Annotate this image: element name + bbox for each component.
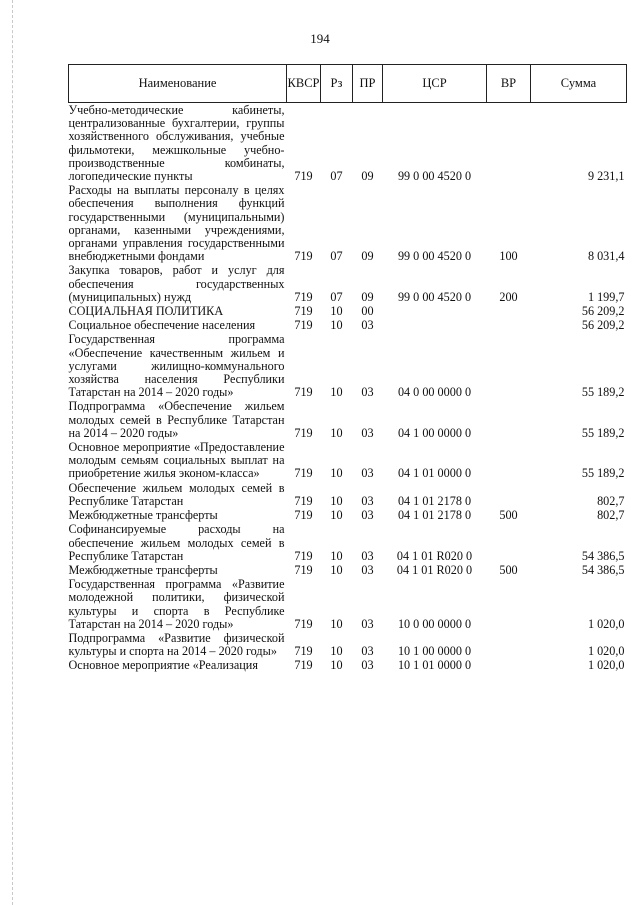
row-kvsr: 719 bbox=[294, 644, 313, 659]
row-vr bbox=[487, 103, 531, 184]
table-row bbox=[69, 440, 627, 481]
row-vr: 500 bbox=[499, 562, 518, 577]
table-row bbox=[69, 318, 627, 332]
row-sum: 56 209,2 bbox=[581, 318, 625, 333]
row-csr: 99 0 00 4520 0 bbox=[397, 289, 472, 304]
row-pr: 03 bbox=[361, 616, 374, 631]
row-vr: 100 bbox=[499, 249, 518, 264]
row-csr: 04 1 01 R020 0 bbox=[396, 548, 473, 563]
row-pr: 03 bbox=[361, 548, 374, 563]
row-kvsr: 719 bbox=[294, 425, 313, 440]
row-rz: 07 bbox=[330, 289, 343, 304]
row-csr bbox=[383, 304, 487, 318]
row-kvsr: 719 bbox=[294, 289, 313, 304]
row-name: Подпрограмма «Обеспечение жильем молодых семей в Республике Татарстан на 2014 – 2020 годы» bbox=[68, 399, 285, 440]
row-sum: 1 020,0 bbox=[587, 658, 625, 673]
row-vr bbox=[487, 440, 531, 481]
row-vr bbox=[487, 631, 531, 658]
row-kvsr: 719 bbox=[294, 249, 313, 264]
row-pr: 03 bbox=[361, 493, 374, 508]
row-kvsr: 719 bbox=[294, 508, 313, 523]
row-vr bbox=[487, 332, 531, 399]
row-csr: 04 1 01 R020 0 bbox=[396, 562, 473, 577]
table-body bbox=[69, 103, 627, 673]
row-rz: 10 bbox=[330, 508, 343, 523]
row-kvsr: 719 bbox=[294, 562, 313, 577]
table-row bbox=[69, 263, 627, 304]
row-rz: 07 bbox=[330, 249, 343, 264]
row-csr bbox=[383, 318, 487, 332]
row-name: Межбюджетные трансферты bbox=[68, 508, 218, 523]
row-kvsr: 719 bbox=[294, 169, 313, 184]
row-csr: 10 1 01 0000 0 bbox=[397, 658, 472, 673]
row-pr: 03 bbox=[361, 644, 374, 659]
row-name: Основное мероприятие «Реализация bbox=[68, 658, 258, 673]
row-kvsr: 719 bbox=[294, 304, 313, 319]
row-pr: 03 bbox=[361, 466, 374, 481]
row-name: Государственная программа «Развитие молодежной политики, физической культуры и спорта в Республике Татарстан на 2014 – 2020 годы» bbox=[68, 577, 285, 631]
row-rz: 10 bbox=[330, 304, 343, 319]
row-vr bbox=[487, 304, 531, 318]
row-sum: 9 231,1 bbox=[587, 169, 625, 184]
row-kvsr: 719 bbox=[294, 658, 313, 673]
row-pr: 03 bbox=[361, 508, 374, 523]
table-row bbox=[69, 658, 627, 672]
row-vr bbox=[487, 399, 531, 440]
row-csr: 10 1 00 0000 0 bbox=[397, 644, 472, 659]
row-name: Учебно-методические кабинеты, централизованные бухгалтерии, группы хозяйственного обслуживания, учебные фильмотеки, межшкольные учебно-производственные комбинаты, логопедические пункты bbox=[68, 103, 285, 184]
row-name: СОЦИАЛЬНАЯ ПОЛИТИКА bbox=[68, 304, 224, 319]
header-rz: Рз bbox=[321, 65, 353, 103]
row-sum: 1 020,0 bbox=[587, 644, 625, 659]
table-row bbox=[69, 577, 627, 631]
row-kvsr: 719 bbox=[294, 466, 313, 481]
row-name: Закупка товаров, работ и услуг для обеспечения государственных (муниципальных) нужд bbox=[68, 263, 285, 304]
row-rz: 10 bbox=[330, 425, 343, 440]
row-rz: 10 bbox=[330, 466, 343, 481]
row-sum: 54 386,5 bbox=[581, 548, 625, 563]
header-name: Наименование bbox=[69, 65, 287, 103]
row-name: Подпрограмма «Развитие физической культуры и спорта на 2014 – 2020 годы» bbox=[68, 630, 285, 659]
row-pr: 09 bbox=[361, 249, 374, 264]
row-csr: 04 1 01 0000 0 bbox=[397, 466, 472, 481]
row-sum: 1 020,0 bbox=[587, 616, 625, 631]
row-vr bbox=[487, 658, 531, 672]
row-csr: 99 0 00 4520 0 bbox=[397, 249, 472, 264]
row-kvsr: 719 bbox=[294, 318, 313, 333]
row-rz: 10 bbox=[330, 318, 343, 333]
row-pr: 00 bbox=[361, 304, 374, 319]
header-row bbox=[69, 65, 627, 103]
row-vr: 200 bbox=[499, 289, 518, 304]
row-pr: 03 bbox=[361, 318, 374, 333]
row-pr: 09 bbox=[361, 169, 374, 184]
table-row bbox=[69, 522, 627, 563]
row-name: Обеспечение жильем молодых семей в Республике Татарстан bbox=[68, 480, 285, 508]
row-vr bbox=[487, 481, 531, 508]
row-rz: 10 bbox=[330, 548, 343, 563]
row-rz: 10 bbox=[330, 616, 343, 631]
header-vr: ВР bbox=[487, 65, 531, 103]
table-row bbox=[69, 183, 627, 263]
row-sum: 55 189,2 bbox=[581, 385, 625, 400]
row-vr bbox=[487, 522, 531, 563]
table-row bbox=[69, 332, 627, 399]
row-pr: 03 bbox=[361, 562, 374, 577]
header-csr: ЦСР bbox=[383, 65, 487, 103]
row-vr: 500 bbox=[499, 508, 518, 523]
row-name: Софинансируемые расходы на обеспечение жильем молодых семей в Республике Татарстан bbox=[68, 522, 285, 563]
row-kvsr: 719 bbox=[294, 385, 313, 400]
row-csr: 04 1 01 2178 0 bbox=[397, 493, 472, 508]
header-sum: Сумма bbox=[531, 65, 627, 103]
row-rz: 10 bbox=[330, 385, 343, 400]
row-rz: 10 bbox=[330, 644, 343, 659]
row-kvsr: 719 bbox=[294, 548, 313, 563]
table-row bbox=[69, 631, 627, 658]
header-pr: ПР bbox=[353, 65, 383, 103]
row-csr: 04 1 01 2178 0 bbox=[397, 508, 472, 523]
row-name: Расходы на выплаты персоналу в целях обеспечения выполнения функций государственными (муниципальными) органами, казенными учреждениями, органами управления государственными внебюджетными фондами bbox=[68, 183, 285, 264]
table-header bbox=[69, 65, 627, 103]
row-csr: 04 1 00 0000 0 bbox=[397, 425, 472, 440]
row-name: Основное мероприятие «Предоставление молодым семьям социальных выплат на приобретение жилья эконом-класса» bbox=[68, 440, 285, 481]
row-csr: 04 0 00 0000 0 bbox=[397, 385, 472, 400]
row-pr: 03 bbox=[361, 425, 374, 440]
row-kvsr: 719 bbox=[294, 493, 313, 508]
page-number: 194 bbox=[310, 31, 330, 46]
row-sum: 54 386,5 bbox=[581, 562, 625, 577]
row-pr: 03 bbox=[361, 658, 374, 673]
row-rz: 07 bbox=[330, 169, 343, 184]
row-sum: 1 199,7 bbox=[587, 289, 625, 304]
table-row bbox=[69, 563, 627, 577]
table-row bbox=[69, 304, 627, 318]
row-csr: 10 0 00 0000 0 bbox=[397, 616, 472, 631]
table-row bbox=[69, 103, 627, 184]
table-row bbox=[69, 481, 627, 508]
row-vr bbox=[487, 318, 531, 332]
row-name: Межбюджетные трансферты bbox=[68, 562, 218, 577]
scan-margin-line bbox=[12, 0, 13, 905]
row-rz: 10 bbox=[330, 658, 343, 673]
row-pr: 03 bbox=[361, 385, 374, 400]
row-sum: 8 031,4 bbox=[587, 249, 625, 264]
table-row bbox=[69, 508, 627, 522]
row-pr: 09 bbox=[361, 289, 374, 304]
row-vr bbox=[487, 577, 531, 631]
row-sum: 56 209,2 bbox=[581, 304, 625, 319]
row-name: Социальное обеспечение населения bbox=[68, 318, 256, 333]
row-sum: 55 189,2 bbox=[581, 466, 625, 481]
table-row bbox=[69, 399, 627, 440]
budget-table bbox=[68, 64, 627, 673]
row-sum: 55 189,2 bbox=[581, 425, 625, 440]
row-csr: 99 0 00 4520 0 bbox=[397, 169, 472, 184]
row-rz: 10 bbox=[330, 562, 343, 577]
row-kvsr: 719 bbox=[294, 616, 313, 631]
row-sum: 802,7 bbox=[597, 493, 625, 508]
row-name: Государственная программа «Обеспечение качественным жильем и услугами жилищно-коммунального хозяйства населения Республики Татарстан на 2014 – 2020 годы» bbox=[68, 332, 285, 400]
row-rz: 10 bbox=[330, 493, 343, 508]
row-sum: 802,7 bbox=[597, 508, 625, 523]
header-kvsr: КВСР bbox=[287, 65, 321, 103]
